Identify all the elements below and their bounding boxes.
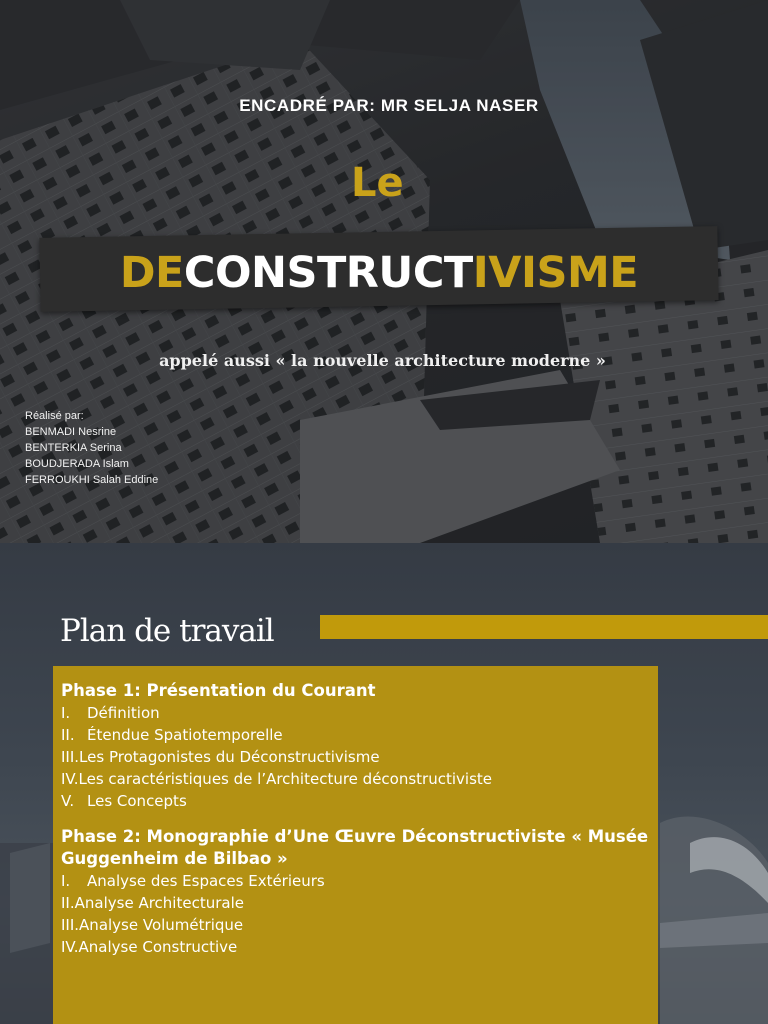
plan-title: Plan de travail — [60, 613, 274, 649]
plan-content-box — [53, 666, 658, 1024]
item-text: Analyse des Espaces Extérieurs — [87, 872, 325, 890]
item-text: Les caractéristiques de l’Architecture déconstructiviste — [78, 770, 492, 788]
item-text: Étendue Spatiotemporelle — [87, 726, 283, 744]
supervisor-line: ENCADRÉ PAR: MR SELJA NASER — [239, 96, 539, 115]
authors-block — [25, 408, 158, 488]
item-text: Les Concepts — [87, 792, 187, 810]
item-text: Analyse Constructive — [78, 938, 238, 956]
title-part-ivisme: IVISME — [472, 248, 639, 298]
list-item — [61, 790, 650, 812]
list-item — [61, 746, 650, 768]
item-text: Analyse Volumétrique — [79, 916, 244, 934]
list-item — [61, 936, 650, 958]
list-item — [61, 724, 650, 746]
author-name: FERROUKHI Salah Eddine — [25, 474, 159, 486]
item-number: V. — [61, 792, 75, 810]
item-number: IV. — [61, 770, 79, 788]
title-accent-bar — [320, 615, 768, 639]
list-item — [61, 870, 650, 892]
item-number: I. — [61, 872, 71, 890]
title-part-de: DE — [119, 248, 184, 298]
subtitle: appelé aussi « la nouvelle architecture moderne » — [159, 351, 606, 370]
list-item — [61, 914, 650, 936]
authors-label: Réalisé par: — [25, 410, 84, 422]
phase-block — [61, 826, 650, 958]
phase-title: Phase 1: Présentation du Courant — [61, 681, 376, 700]
list-item — [61, 892, 650, 914]
item-number: III. — [61, 748, 80, 766]
item-number: IV. — [61, 938, 79, 956]
item-number: I. — [61, 704, 71, 722]
item-number: III. — [61, 916, 80, 934]
title-part-construct: CONSTRUCT — [183, 248, 473, 298]
plan-slide — [0, 543, 768, 1024]
item-number: II. — [61, 894, 75, 912]
author-name: BOUDJERADA Islam — [25, 458, 129, 470]
main-title — [40, 248, 718, 298]
title-le: Le — [351, 160, 404, 206]
phase-block — [61, 680, 650, 812]
list-item — [61, 768, 650, 790]
list-item — [61, 702, 650, 724]
item-number: II. — [61, 726, 75, 744]
item-text: Définition — [87, 704, 160, 722]
author-name: BENTERKIA Serina — [25, 442, 122, 454]
item-text: Les Protagonistes du Déconstructivisme — [79, 748, 380, 766]
author-name: BENMADI Nesrine — [25, 426, 117, 438]
phase-title: Phase 2: Monographie d’Une Œuvre Déconstructiviste « Musée Guggenheim de Bilbao » — [61, 827, 649, 868]
item-text: Analyse Architecturale — [74, 894, 244, 912]
